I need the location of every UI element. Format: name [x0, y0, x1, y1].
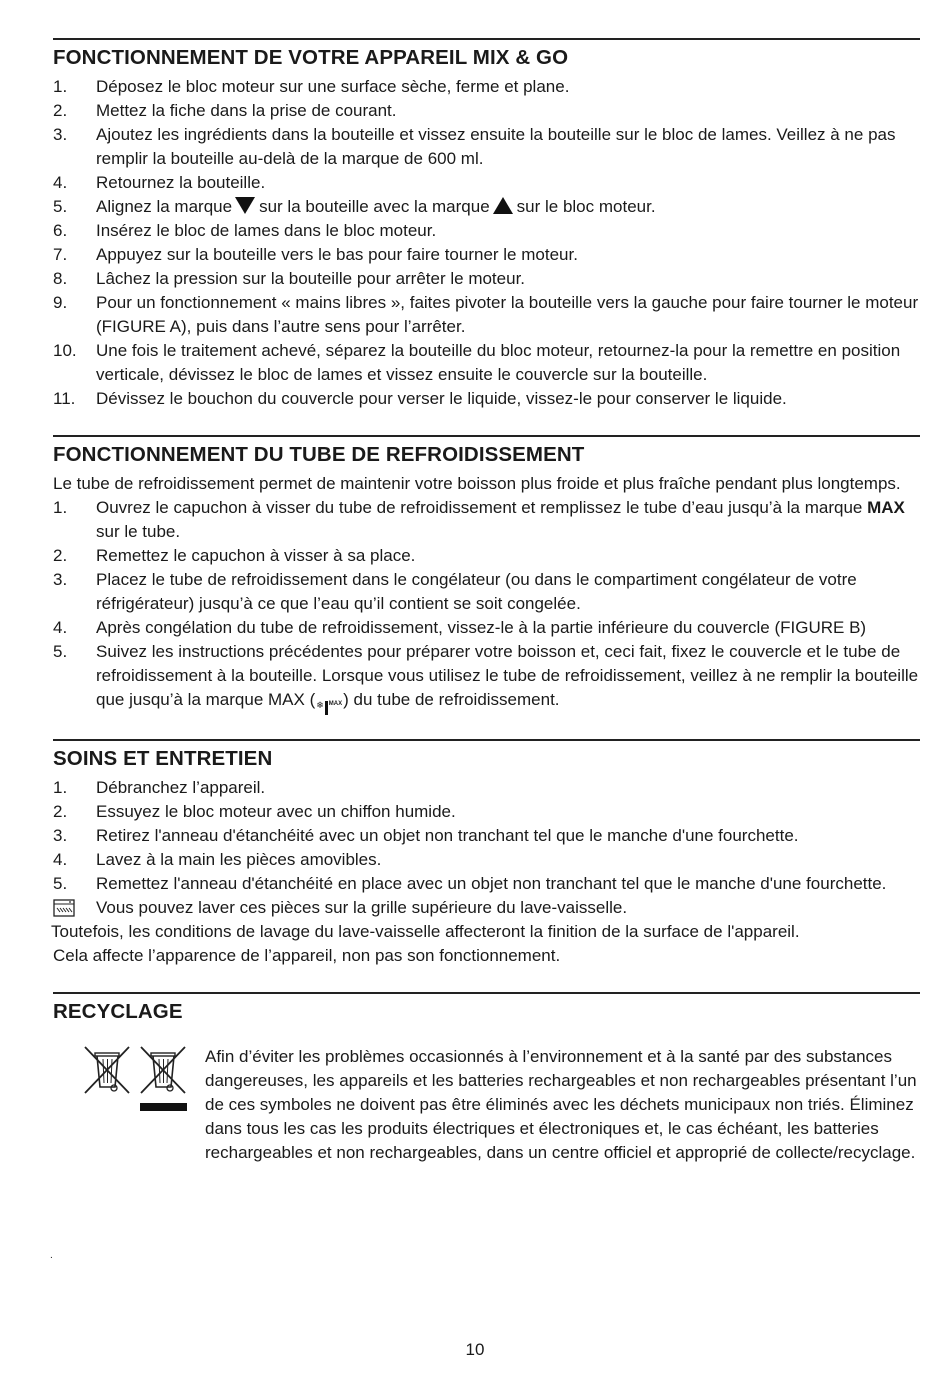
crossed-bin-icon — [83, 1045, 133, 1165]
list-item — [53, 616, 920, 640]
list-item — [53, 824, 920, 848]
crossed-bin-with-bar-icon — [139, 1045, 189, 1165]
list-item — [53, 339, 920, 387]
step-text: sur la bouteille avec la marque — [259, 197, 490, 216]
list-item — [53, 544, 920, 568]
max-symbol-label: MAX — [328, 701, 343, 707]
triangle-down-icon — [235, 197, 255, 214]
step-text: Retirez l'anneau d'étanchéité avec un objet non tranchant tel que le manche d'une fourchette. — [96, 826, 799, 845]
step-text: Insérez le bloc de lames dans le bloc moteur. — [96, 221, 437, 240]
step-number: 5. — [53, 642, 68, 661]
care-note: Cela affecte l’apparence de l’appareil, non pas son fonctionnement. — [53, 946, 561, 965]
step-number: 1. — [53, 77, 68, 96]
section-care — [53, 739, 920, 968]
step-text: Appuyez sur la bouteille vers le bas pour faire tourner le moteur. — [96, 245, 578, 264]
step-text: Mettez la fiche dans la prise de courant. — [96, 101, 397, 120]
page-content — [53, 38, 920, 1165]
step-number: 11. — [53, 389, 76, 408]
step-number: 3. — [53, 125, 68, 144]
steps-list — [53, 776, 920, 896]
step-number: 8. — [53, 269, 68, 288]
list-item — [53, 800, 920, 824]
list-item — [53, 75, 920, 99]
list-item — [53, 640, 920, 715]
list-item — [53, 387, 920, 411]
list-item — [53, 243, 920, 267]
step-number: 3. — [53, 570, 68, 589]
step-text: Lavez à la main les pièces amovibles. — [96, 850, 382, 869]
step-number: 5. — [53, 874, 68, 893]
step-number: 2. — [53, 546, 68, 565]
step-text: Débranchez l’appareil. — [96, 778, 266, 797]
care-note: Toutefois, les conditions de lavage du lave-vaisselle affecteront la finition de la surface de l'appareil. — [51, 922, 800, 941]
list-item — [53, 219, 920, 243]
list-item — [53, 195, 920, 219]
step-text: Suivez les instructions précédentes pour préparer votre boisson et, ceci fait, fixez le couvercle et le tube de refroidissement à la bouteille. Lorsque vous utilisez le tube de refroidissement, veillez à ne remplir la bouteille que jusqu’à la marque MAX ( — [96, 642, 919, 709]
step-text: Alignez la marque — [96, 197, 233, 216]
dishwasher-icon — [53, 899, 75, 924]
max-label: MAX — [867, 498, 905, 517]
recycling-text: Afin d’éviter les problèmes occasionnés à l’environnement et à la santé par des substances dangereuses, les appareils et les batteries rechargeables et non rechargeables présentant l’un de ces symboles ne doivent pas être éliminés avec les déchets municipaux non triés. Éliminez dans tous les cas les produits électriques et électroniques et, le cas échéant, les batteries rechargeables et non rechargeables, dans un centre officiel et approprié de collecte/recyclage. — [205, 1047, 917, 1162]
step-text: Placez le tube de refroidissement dans le congélateur (ou dans le compartiment congélateur de votre réfrigérateur) jusqu’à ce que l’eau qu’il contient se soit congelée. — [96, 570, 857, 613]
step-text: sur le bloc moteur. — [516, 197, 656, 216]
step-text: Essuyez le bloc moteur avec un chiffon humide. — [96, 802, 456, 821]
list-item — [53, 123, 920, 171]
list-item — [53, 171, 920, 195]
section-cooling-tube — [53, 435, 920, 715]
freeze-max-icon — [316, 701, 342, 715]
steps-list — [53, 75, 920, 411]
step-text: ) du tube de refroidissement. — [343, 690, 560, 709]
section-mixgo — [53, 38, 920, 411]
weee-symbols — [53, 1045, 205, 1165]
list-item — [53, 776, 920, 800]
step-number: 2. — [53, 802, 68, 821]
list-item — [53, 99, 920, 123]
step-text: Ouvrez le capuchon à visser du tube de refroidissement et remplissez le tube d’eau jusqu’à la marque — [96, 498, 863, 517]
step-number: 9. — [53, 293, 68, 312]
step-text: Ajoutez les ingrédients dans la bouteille et vissez ensuite la bouteille sur le bloc de lames. Veillez à ne pas remplir la bouteille au-delà de la marque de 600 ml. — [96, 125, 896, 168]
step-number: 1. — [53, 498, 68, 517]
stray-dot: . — [50, 1250, 53, 1261]
dishwasher-text: Vous pouvez laver ces pièces sur la grille supérieure du lave-vaisselle. — [96, 898, 628, 917]
section-heading: FONCTIONNEMENT DE VOTRE APPAREIL MIX & GO — [53, 46, 569, 69]
dishwasher-note — [53, 896, 920, 920]
list-item — [53, 496, 920, 544]
intro-paragraph: Le tube de refroidissement permet de maintenir votre boisson plus froide et plus fraîche pendant plus longtemps. — [53, 474, 901, 493]
list-item — [53, 267, 920, 291]
step-number: 6. — [53, 221, 68, 240]
section-recycling — [53, 992, 920, 1165]
step-text: Pour un fonctionnement « mains libres », faites pivoter la bouteille vers la gauche pour faire tourner le moteur (FIGURE A), puis dans l’autre sens pour l’arrêter. — [96, 293, 919, 336]
step-number: 1. — [53, 778, 68, 797]
steps-list — [53, 496, 920, 715]
step-text: Une fois le traitement achevé, séparez la bouteille du bloc moteur, retournez-la pour la remettre en position verticale, dévissez le bloc de lames et vissez ensuite le couvercle sur la bouteille. — [96, 341, 901, 384]
step-text: Remettez l'anneau d'étanchéité en place avec un objet non tranchant tel que le manche d'une fourchette. — [96, 874, 887, 893]
step-number: 4. — [53, 173, 68, 192]
page-number: 10 — [465, 1340, 485, 1359]
section-heading: SOINS ET ENTRETIEN — [53, 747, 273, 770]
step-number: 2. — [53, 101, 68, 120]
step-number: 4. — [53, 850, 68, 869]
step-text: Remettez le capuchon à visser à sa place. — [96, 546, 416, 565]
step-text: sur le tube. — [96, 522, 181, 541]
step-number: 4. — [53, 618, 68, 637]
step-text: Lâchez la pression sur la bouteille pour arrêter le moteur. — [96, 269, 526, 288]
snowflake-icon: ❄ — [316, 700, 324, 710]
triangle-up-icon — [493, 197, 513, 214]
recycling-block — [53, 1045, 920, 1165]
section-heading: FONCTIONNEMENT DU TUBE DE REFROIDISSEMENT — [53, 443, 585, 466]
step-text: Retournez la bouteille. — [96, 173, 266, 192]
step-text: Déposez le bloc moteur sur une surface sèche, ferme et plane. — [96, 77, 570, 96]
list-item — [53, 291, 920, 339]
step-number: 3. — [53, 826, 68, 845]
step-number: 10. — [53, 341, 77, 360]
section-heading: RECYCLAGE — [53, 1000, 183, 1023]
list-item — [53, 848, 920, 872]
list-item — [53, 568, 920, 616]
step-text: Après congélation du tube de refroidissement, vissez-le à la partie inférieure du couvercle (FIGURE B) — [96, 618, 867, 637]
list-item — [53, 872, 920, 896]
step-number: 7. — [53, 245, 68, 264]
step-number: 5. — [53, 197, 68, 216]
step-text: Dévissez le bouchon du couvercle pour verser le liquide, vissez-le pour conserver le liquide. — [96, 389, 787, 408]
fill-bar-icon — [325, 701, 328, 715]
